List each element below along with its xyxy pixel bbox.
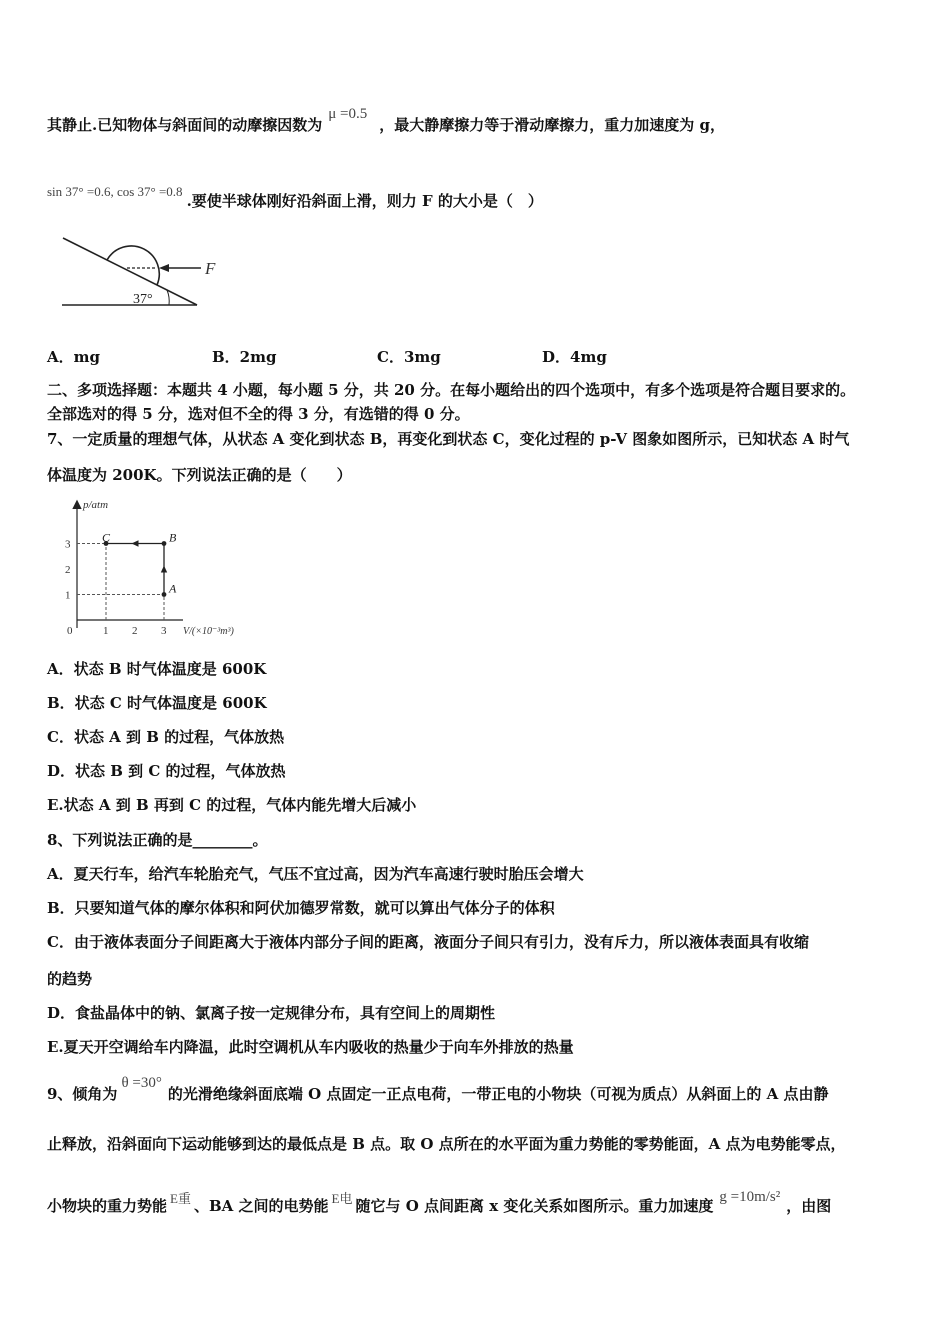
section2-line2: 全部选对的得 5 分，选对但不全的得 3 分，有选错的得 0 分。: [47, 405, 470, 423]
pv-chart: [55, 492, 265, 642]
q6-option-a: A．mg: [47, 348, 100, 366]
q9-line3-d: ，由图: [786, 1197, 832, 1215]
x-tick-label: 2: [132, 625, 138, 637]
q7-option-a: A．状态 B 时气体温度是 600K: [47, 660, 267, 678]
q6-option-b: B．2mg: [212, 348, 277, 366]
y-tick-label: 2: [65, 564, 71, 576]
state-point-B: [162, 541, 167, 546]
process-arrow: [161, 566, 167, 573]
q9-line1-pre: 9、倾角为: [47, 1085, 118, 1103]
x-tick-label: 3: [161, 625, 167, 637]
q8-title: 8、下列说法正确的是________。: [47, 831, 268, 849]
y-axis-label: p/atm: [83, 499, 109, 511]
q8-option-c: C．由于液体表面分子间距离大于液体内部分子间的距离，液面分子间只有引力，没有斥力，所以液体表面具有收缩: [47, 933, 809, 951]
state-point-A: [162, 592, 167, 597]
mu-formula: μ =0.5: [328, 106, 368, 122]
force-label: F: [205, 259, 216, 278]
q6-option-d: D．4mg: [542, 348, 607, 366]
q9-line1: [47, 1075, 829, 1104]
q7-option-e: E.状态 A 到 B 再到 C 的过程，气体内能先增大后减小: [47, 796, 417, 814]
q6-line2-text: .要使半球体刚好沿斜面上滑，则力 F 的大小是（ ）: [186, 192, 543, 210]
theta-formula: θ =30°: [121, 1075, 162, 1091]
x-tick-label: 1: [103, 625, 109, 637]
y-tick-label: 3: [65, 538, 71, 551]
ep-gravity-symbol: E重: [170, 1191, 191, 1206]
y-tick-label: 1: [65, 589, 71, 602]
q8-option-b: B．只要知道气体的摩尔体积和阿伏加德罗常数，就可以算出气体分子的体积: [47, 899, 555, 917]
q7-option-c: C．状态 A 到 B 的过程，气体放热: [47, 728, 285, 746]
incline-figure: [55, 228, 235, 313]
angle-label: 37°: [133, 292, 153, 307]
g-formula: g =10m/s²: [719, 1189, 781, 1205]
q8-option-e: E.夏天开空调给车内降温，此时空调机从车内吸收的热量少于向车外排放的热量: [47, 1038, 574, 1056]
force-arrowhead: [159, 264, 169, 272]
q6-option-c: C．3mg: [377, 348, 441, 366]
hemisphere-arc: [107, 246, 159, 285]
x-axis-label: V/(×10⁻³m³): [183, 626, 234, 637]
angle-arc: [167, 290, 169, 305]
state-label-A: A: [169, 581, 177, 596]
q9-line3-c: 随它与 O 点间距离 x 变化关系如图所示。重力加速度: [355, 1197, 714, 1215]
q6-line2: [47, 184, 543, 211]
sin-cos-formula: sin 37° =0.6, cos 37° =0.8: [47, 184, 183, 199]
q9-line2: 止释放，沿斜面向下运动能够到达的最低点是 B 点。取 O 点所在的水平面为重力势能的零势能面，A 点为电势能零点，: [47, 1135, 846, 1153]
q7-line1: 7、一定质量的理想气体，从状态 A 变化到状态 B，再变化到状态 C，变化过程的 p-V 图象如图所示，已知状态 A 时气: [47, 430, 850, 448]
state-label-C: C: [102, 530, 111, 545]
q9-line3-b: 、BA 之间的电势能: [193, 1197, 329, 1215]
q7-option-d: D．状态 B 到 C 的过程，气体放热: [47, 762, 286, 780]
q7-line2: 体温度为 200K。下列说法正确的是（ ）: [47, 466, 352, 484]
q9-line3: [47, 1189, 832, 1216]
section2-line1: 二、多项选择题：本题共 4 小题，每小题 5 分，共 20 分。在每小题给出的四个选项中，有多个选项是符合题目要求的。: [47, 381, 856, 399]
state-label-B: B: [169, 530, 177, 545]
q9-line3-a: 小物块的重力势能: [47, 1197, 168, 1215]
q6-line1: [47, 106, 725, 135]
q6-line1-text: 其静止.已知物体与斜面间的动摩擦因数为: [47, 116, 323, 134]
q8-option-a: A．夏天行车，给汽车轮胎充气，气压不宜过高，因为汽车高速行驶时胎压会增大: [47, 865, 584, 883]
q8-option-d: D．食盐晶体中的钠、氯离子按一定规律分布，具有空间上的周期性: [47, 1004, 496, 1022]
process-arrow: [132, 540, 139, 546]
q7-option-b: B．状态 C 时气体温度是 600K: [47, 694, 267, 712]
ep-electric-symbol: E电: [331, 1191, 353, 1206]
q9-line1-text: 的光滑绝缘斜面底端 O 点固定一正点电荷，一带正电的小物块（可视为质点）从斜面上的 A 点由静: [167, 1085, 829, 1103]
q6-line1-text-end: ，最大静摩擦力等于滑动摩擦力，重力加速度为 g，: [379, 116, 725, 134]
q8-option-c-cont: 的趋势: [47, 970, 93, 988]
x-tick-label: 0: [67, 625, 73, 637]
incline-line: [63, 238, 197, 305]
